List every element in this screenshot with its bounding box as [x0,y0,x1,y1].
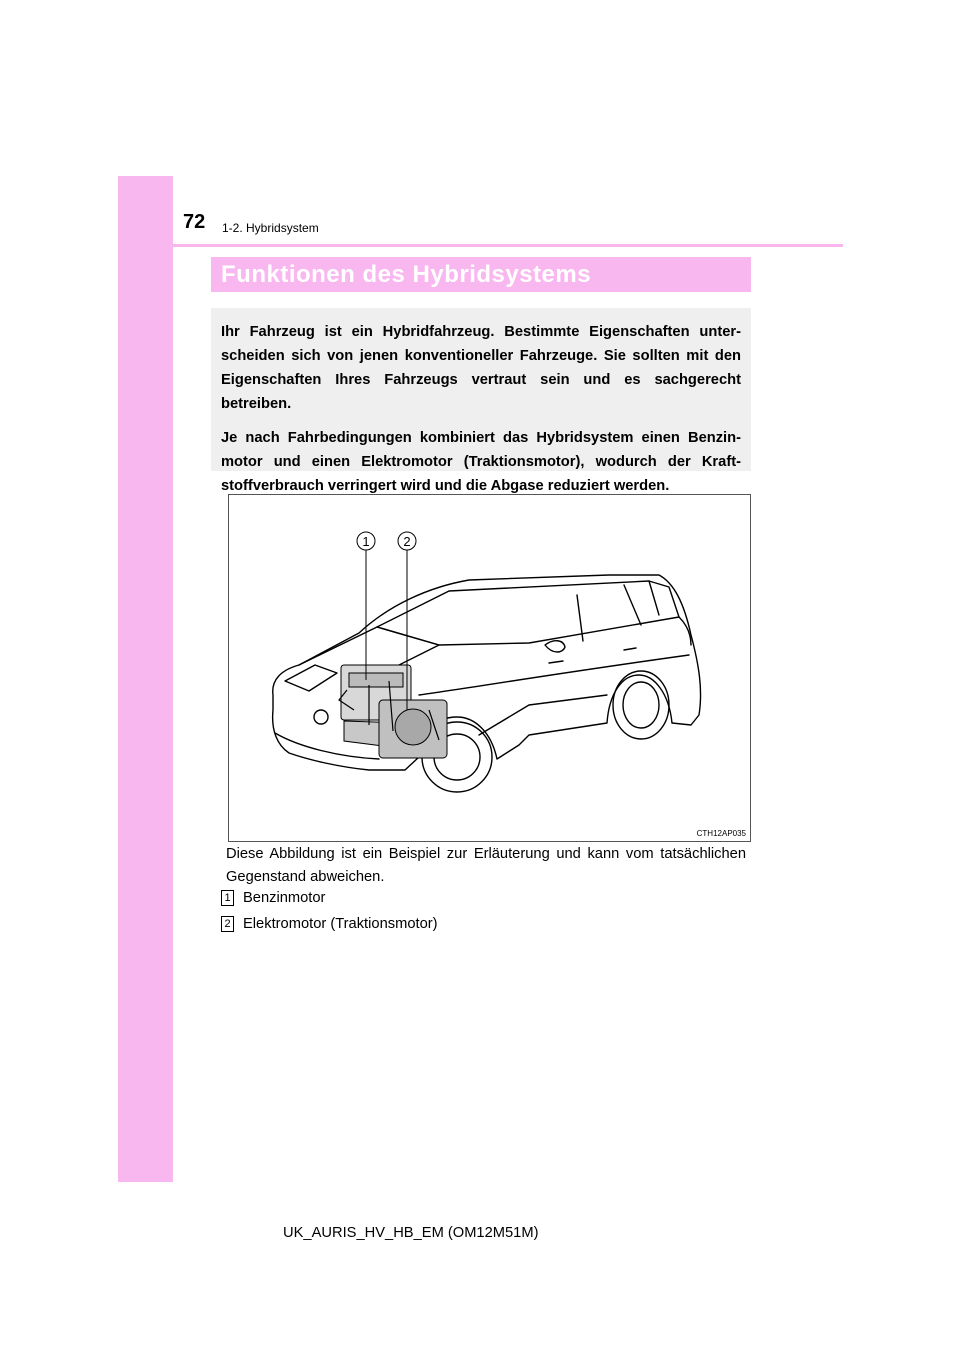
legend-item-1 [221,890,325,906]
car-illustration [228,494,751,842]
section-heading-bar [211,257,751,292]
figure-caption: Diese Abbildung ist ein Beispiel zur Erläuterung und kann vom tatsächlichen Gegenstand abweichen. [226,846,746,885]
car-window-line [377,581,679,645]
hybrid-car-drawing [229,495,750,841]
legend-item-2 [221,916,438,932]
legend-number-1: 1 [221,890,234,906]
page-number: 72 [183,211,206,233]
figure-code: CTH12AP035 [696,829,746,838]
intro-paragraph-2: Je nach Fahrbedingungen kombiniert das Hybridsystem einen Benzin-motor und einen Elektromotor (Traktionsmotor), wodurch der Kraft-stoffverbrauch verringert wird und die Abgase reduziert werden. [221,430,741,494]
chapter-side-tab [118,176,173,1182]
callout-1-label: 1 [362,534,370,549]
footer-document-id: UK_AURIS_HV_HB_EM (OM12M51M) [283,1225,539,1241]
intro-paragraph-1: Ihr Fahrzeug ist ein Hybridfahrzeug. Bestimmte Eigenschaften unter-scheiden sich von jenen konventioneller Fahrzeuge. Sie sollten mit den Eigenschaften Ihres Fahrzeugs vertraut sein und es sachgerecht betreiben. [221,324,741,412]
callout-2-label: 2 [403,534,411,549]
legend-label-1: Benzinmotor [243,890,326,906]
header-rule [122,244,843,247]
motor-block [379,700,447,758]
chapter-title: 1-2. Hybridsystem [222,221,319,235]
section-title: Funktionen des Hybridsystems [221,261,592,288]
legend-number-2: 2 [221,916,234,932]
intro-box [211,308,751,494]
legend-label-2: Elektromotor (Traktionsmotor) [243,916,438,932]
rear-wheel [613,671,669,739]
